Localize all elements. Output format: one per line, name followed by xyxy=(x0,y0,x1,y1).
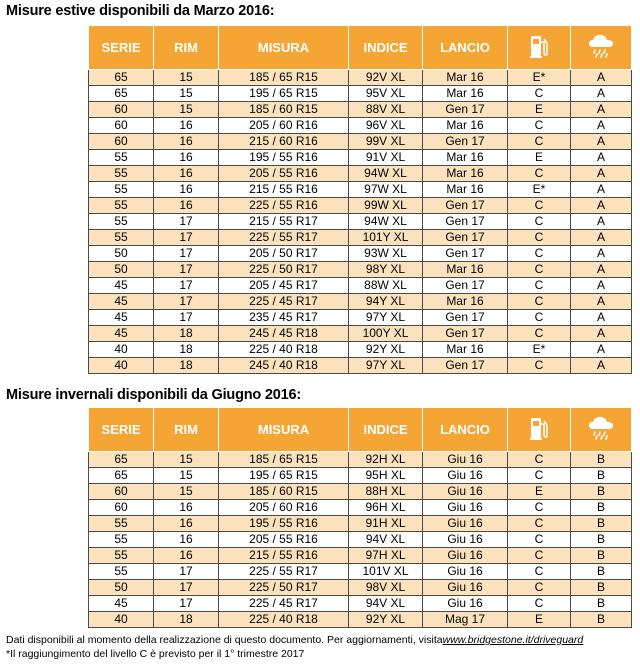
cell-serie: 45 xyxy=(89,326,154,342)
table-row xyxy=(89,342,632,358)
cell-indice: 92Y XL xyxy=(349,342,423,358)
cell-lancio: Gen 17 xyxy=(423,214,508,230)
cell-indice: 92V XL xyxy=(349,70,423,86)
table-row xyxy=(89,86,632,102)
table-row xyxy=(89,326,632,342)
cell-wet-grip: A xyxy=(571,342,632,358)
cell-fuel-label: C xyxy=(508,294,571,310)
cell-wet-grip: B xyxy=(571,532,632,548)
winter-table-body xyxy=(89,452,632,628)
cell-serie: 65 xyxy=(89,70,154,86)
cell-serie: 50 xyxy=(89,246,154,262)
cell-rim: 17 xyxy=(154,564,219,580)
cell-misura: 185 / 65 R15 xyxy=(219,452,349,468)
cell-lancio: Gen 17 xyxy=(423,102,508,118)
table-row xyxy=(89,102,632,118)
cell-rim: 16 xyxy=(154,516,219,532)
cell-lancio: Giu 16 xyxy=(423,468,508,484)
summer-section-title: Misure estive disponibili da Marzo 2016: xyxy=(6,3,275,19)
table-row xyxy=(89,278,632,294)
cell-wet-grip: A xyxy=(571,182,632,198)
table-row xyxy=(89,70,632,86)
cell-indice: 99W XL xyxy=(349,198,423,214)
cell-indice: 97Y XL xyxy=(349,358,423,374)
header-wet xyxy=(571,408,632,452)
cell-rim: 17 xyxy=(154,262,219,278)
cell-rim: 16 xyxy=(154,548,219,564)
winter-tyre-table xyxy=(88,407,632,628)
cell-indice: 97W XL xyxy=(349,182,423,198)
cell-serie: 55 xyxy=(89,230,154,246)
cell-rim: 18 xyxy=(154,342,219,358)
table-row xyxy=(89,246,632,262)
footnote-availability xyxy=(6,634,583,646)
cell-wet-grip: B xyxy=(571,564,632,580)
cell-misura: 245 / 40 R18 xyxy=(219,358,349,374)
cell-serie: 65 xyxy=(89,452,154,468)
table-row xyxy=(89,484,632,500)
cell-wet-grip: A xyxy=(571,358,632,374)
cell-misura: 225 / 55 R17 xyxy=(219,230,349,246)
cell-indice: 96H XL xyxy=(349,500,423,516)
cell-fuel-label: C xyxy=(508,468,571,484)
cell-lancio: Gen 17 xyxy=(423,358,508,374)
cell-indice: 95H XL xyxy=(349,468,423,484)
cell-wet-grip: A xyxy=(571,102,632,118)
table-row xyxy=(89,468,632,484)
header-rim: RIM xyxy=(154,408,219,452)
cell-misura: 235 / 45 R17 xyxy=(219,310,349,326)
table-row xyxy=(89,134,632,150)
cell-serie: 55 xyxy=(89,150,154,166)
cell-fuel-label: E* xyxy=(508,182,571,198)
cell-wet-grip: A xyxy=(571,150,632,166)
cell-fuel-label: C xyxy=(508,246,571,262)
cell-wet-grip: B xyxy=(571,500,632,516)
cell-misura: 225 / 50 R17 xyxy=(219,580,349,596)
table-row xyxy=(89,596,632,612)
cell-serie: 60 xyxy=(89,134,154,150)
header-misura: MISURA xyxy=(219,26,349,70)
cell-fuel-label: C xyxy=(508,134,571,150)
cell-lancio: Gen 17 xyxy=(423,198,508,214)
cell-misura: 205 / 55 R16 xyxy=(219,532,349,548)
cell-lancio: Gen 17 xyxy=(423,246,508,262)
cell-wet-grip: A xyxy=(571,214,632,230)
cell-lancio: Giu 16 xyxy=(423,452,508,468)
header-lancio: LANCIO xyxy=(423,26,508,70)
rain-cloud-icon xyxy=(586,415,616,444)
summer-tyre-table xyxy=(88,25,632,374)
cell-indice: 88V XL xyxy=(349,102,423,118)
cell-serie: 55 xyxy=(89,532,154,548)
header-lancio: LANCIO xyxy=(423,408,508,452)
cell-fuel-label: E* xyxy=(508,342,571,358)
cell-indice: 97H XL xyxy=(349,548,423,564)
cell-indice: 93W XL xyxy=(349,246,423,262)
cell-wet-grip: A xyxy=(571,278,632,294)
cell-wet-grip: A xyxy=(571,166,632,182)
cell-lancio: Gen 17 xyxy=(423,230,508,246)
cell-lancio: Gen 17 xyxy=(423,326,508,342)
cell-serie: 60 xyxy=(89,118,154,134)
cell-fuel-label: C xyxy=(508,262,571,278)
cell-rim: 18 xyxy=(154,612,219,628)
cell-rim: 15 xyxy=(154,484,219,500)
cell-indice: 97Y XL xyxy=(349,310,423,326)
cell-fuel-label: C xyxy=(508,278,571,294)
table-row xyxy=(89,310,632,326)
cell-rim: 16 xyxy=(154,500,219,516)
cell-rim: 17 xyxy=(154,246,219,262)
cell-misura: 195 / 65 R15 xyxy=(219,86,349,102)
cell-lancio: Mar 16 xyxy=(423,262,508,278)
cell-wet-grip: A xyxy=(571,198,632,214)
cell-rim: 18 xyxy=(154,358,219,374)
header-serie: SERIE xyxy=(89,26,154,70)
cell-wet-grip: A xyxy=(571,70,632,86)
cell-rim: 15 xyxy=(154,70,219,86)
cell-misura: 205 / 60 R16 xyxy=(219,118,349,134)
cell-fuel-label: C xyxy=(508,516,571,532)
cell-wet-grip: A xyxy=(571,310,632,326)
cell-serie: 45 xyxy=(89,294,154,310)
cell-misura: 205 / 55 R16 xyxy=(219,166,349,182)
cell-lancio: Gen 17 xyxy=(423,134,508,150)
table-row xyxy=(89,230,632,246)
cell-rim: 15 xyxy=(154,86,219,102)
cell-lancio: Giu 16 xyxy=(423,580,508,596)
cell-indice: 92Y XL xyxy=(349,612,423,628)
cell-indice: 88H XL xyxy=(349,484,423,500)
cell-indice: 94Y XL xyxy=(349,294,423,310)
table-row xyxy=(89,452,632,468)
table-row xyxy=(89,580,632,596)
cell-rim: 17 xyxy=(154,310,219,326)
cell-indice: 95V XL xyxy=(349,86,423,102)
table-row xyxy=(89,150,632,166)
cell-fuel-label: C xyxy=(508,452,571,468)
cell-wet-grip: B xyxy=(571,468,632,484)
cell-rim: 17 xyxy=(154,278,219,294)
cell-misura: 205 / 50 R17 xyxy=(219,246,349,262)
cell-indice: 91V XL xyxy=(349,150,423,166)
cell-lancio: Mar 16 xyxy=(423,150,508,166)
cell-misura: 215 / 55 R17 xyxy=(219,214,349,230)
cell-misura: 245 / 45 R18 xyxy=(219,326,349,342)
cell-fuel-label: C xyxy=(508,564,571,580)
winter-section-title: Misure invernali disponibili da Giugno 2016: xyxy=(6,387,301,403)
cell-fuel-label: C xyxy=(508,500,571,516)
cell-serie: 55 xyxy=(89,198,154,214)
cell-rim: 16 xyxy=(154,182,219,198)
cell-indice: 100Y XL xyxy=(349,326,423,342)
cell-serie: 45 xyxy=(89,596,154,612)
cell-wet-grip: B xyxy=(571,580,632,596)
cell-lancio: Giu 16 xyxy=(423,532,508,548)
table-row xyxy=(89,262,632,278)
cell-fuel-label: C xyxy=(508,214,571,230)
cell-misura: 215 / 55 R16 xyxy=(219,182,349,198)
cell-serie: 60 xyxy=(89,500,154,516)
cell-lancio: Giu 16 xyxy=(423,484,508,500)
fuel-pump-icon xyxy=(529,415,549,444)
cell-lancio: Mar 16 xyxy=(423,294,508,310)
cell-wet-grip: B xyxy=(571,452,632,468)
cell-rim: 16 xyxy=(154,118,219,134)
cell-fuel-label: C xyxy=(508,596,571,612)
cell-serie: 60 xyxy=(89,102,154,118)
cell-serie: 55 xyxy=(89,548,154,564)
cell-misura: 225 / 40 R18 xyxy=(219,342,349,358)
cell-wet-grip: A xyxy=(571,134,632,150)
footnote-level-c: *Il raggiungimento del livello C è previsto per il 1° trimestre 2017 xyxy=(6,648,305,660)
cell-indice: 88W XL xyxy=(349,278,423,294)
cell-misura: 225 / 55 R16 xyxy=(219,198,349,214)
cell-fuel-label: C xyxy=(508,548,571,564)
cell-serie: 55 xyxy=(89,564,154,580)
cell-lancio: Giu 16 xyxy=(423,548,508,564)
cell-misura: 225 / 50 R17 xyxy=(219,262,349,278)
cell-serie: 40 xyxy=(89,358,154,374)
cell-wet-grip: B xyxy=(571,484,632,500)
cell-indice: 91H XL xyxy=(349,516,423,532)
cell-serie: 50 xyxy=(89,580,154,596)
cell-rim: 17 xyxy=(154,230,219,246)
cell-wet-grip: B xyxy=(571,612,632,628)
header-rim: RIM xyxy=(154,26,219,70)
cell-rim: 17 xyxy=(154,596,219,612)
cell-indice: 101V XL xyxy=(349,564,423,580)
cell-fuel-label: E xyxy=(508,612,571,628)
cell-serie: 55 xyxy=(89,516,154,532)
cell-lancio: Mar 16 xyxy=(423,86,508,102)
table-row xyxy=(89,358,632,374)
cell-misura: 205 / 45 R17 xyxy=(219,278,349,294)
table-row xyxy=(89,198,632,214)
cell-serie: 50 xyxy=(89,262,154,278)
table-row xyxy=(89,532,632,548)
cell-fuel-label: E xyxy=(508,150,571,166)
table-row xyxy=(89,612,632,628)
cell-misura: 185 / 60 R15 xyxy=(219,102,349,118)
cell-misura: 195 / 55 R16 xyxy=(219,516,349,532)
cell-indice: 99V XL xyxy=(349,134,423,150)
cell-fuel-label: C xyxy=(508,86,571,102)
cell-serie: 45 xyxy=(89,278,154,294)
fuel-pump-icon xyxy=(529,33,549,62)
cell-misura: 225 / 45 R17 xyxy=(219,596,349,612)
cell-rim: 16 xyxy=(154,134,219,150)
cell-rim: 17 xyxy=(154,214,219,230)
cell-misura: 205 / 60 R16 xyxy=(219,500,349,516)
table-row xyxy=(89,166,632,182)
cell-rim: 18 xyxy=(154,326,219,342)
cell-rim: 17 xyxy=(154,294,219,310)
cell-lancio: Gen 17 xyxy=(423,310,508,326)
cell-fuel-label: E* xyxy=(508,70,571,86)
cell-wet-grip: B xyxy=(571,596,632,612)
cell-lancio: Mar 16 xyxy=(423,70,508,86)
cell-serie: 55 xyxy=(89,214,154,230)
cell-wet-grip: B xyxy=(571,516,632,532)
cell-misura: 215 / 55 R16 xyxy=(219,548,349,564)
cell-rim: 16 xyxy=(154,150,219,166)
cell-rim: 15 xyxy=(154,452,219,468)
cell-rim: 16 xyxy=(154,198,219,214)
cell-wet-grip: A xyxy=(571,246,632,262)
cell-wet-grip: A xyxy=(571,118,632,134)
cell-serie: 40 xyxy=(89,612,154,628)
table-row xyxy=(89,214,632,230)
cell-fuel-label: C xyxy=(508,358,571,374)
cell-fuel-label: C xyxy=(508,326,571,342)
cell-misura: 225 / 55 R17 xyxy=(219,564,349,580)
header-serie: SERIE xyxy=(89,408,154,452)
cell-rim: 16 xyxy=(154,166,219,182)
cell-serie: 55 xyxy=(89,166,154,182)
cell-indice: 98Y XL xyxy=(349,262,423,278)
cell-fuel-label: E xyxy=(508,102,571,118)
cell-indice: 96V XL xyxy=(349,118,423,134)
cell-fuel-label: E xyxy=(508,484,571,500)
cell-fuel-label: C xyxy=(508,532,571,548)
cell-indice: 98V XL xyxy=(349,580,423,596)
cell-wet-grip: A xyxy=(571,262,632,278)
cell-lancio: Giu 16 xyxy=(423,516,508,532)
cell-misura: 225 / 40 R18 xyxy=(219,612,349,628)
cell-lancio: Mar 16 xyxy=(423,342,508,358)
cell-rim: 17 xyxy=(154,580,219,596)
cell-lancio: Mag 17 xyxy=(423,612,508,628)
footnote-text: Dati disponibili al momento della realizzazione di questo documento. Per aggiornamenti, visita xyxy=(6,634,443,646)
cell-wet-grip: A xyxy=(571,230,632,246)
cell-misura: 185 / 65 R15 xyxy=(219,70,349,86)
cell-indice: 94V XL xyxy=(349,532,423,548)
table-row xyxy=(89,182,632,198)
cell-serie: 45 xyxy=(89,310,154,326)
cell-fuel-label: C xyxy=(508,230,571,246)
cell-wet-grip: B xyxy=(571,548,632,564)
cell-indice: 94V XL xyxy=(349,596,423,612)
table-row xyxy=(89,548,632,564)
cell-misura: 195 / 55 R16 xyxy=(219,150,349,166)
table-row xyxy=(89,500,632,516)
cell-lancio: Mar 16 xyxy=(423,166,508,182)
cell-wet-grip: A xyxy=(571,86,632,102)
cell-lancio: Giu 16 xyxy=(423,596,508,612)
cell-indice: 101Y XL xyxy=(349,230,423,246)
header-indice: INDICE xyxy=(349,26,423,70)
summer-table-body xyxy=(89,70,632,374)
cell-rim: 15 xyxy=(154,102,219,118)
cell-lancio: Giu 16 xyxy=(423,564,508,580)
header-fuel xyxy=(508,408,571,452)
cell-indice: 94W XL xyxy=(349,214,423,230)
header-indice: INDICE xyxy=(349,408,423,452)
cell-fuel-label: C xyxy=(508,198,571,214)
cell-serie: 60 xyxy=(89,484,154,500)
cell-lancio: Gen 17 xyxy=(423,278,508,294)
cell-rim: 15 xyxy=(154,468,219,484)
header-fuel xyxy=(508,26,571,70)
cell-lancio: Mar 16 xyxy=(423,118,508,134)
cell-fuel-label: C xyxy=(508,118,571,134)
cell-misura: 215 / 60 R16 xyxy=(219,134,349,150)
cell-rim: 16 xyxy=(154,532,219,548)
cell-fuel-label: C xyxy=(508,310,571,326)
cell-serie: 65 xyxy=(89,468,154,484)
cell-indice: 92H XL xyxy=(349,452,423,468)
table-row xyxy=(89,564,632,580)
cell-misura: 195 / 65 R15 xyxy=(219,468,349,484)
cell-misura: 225 / 45 R17 xyxy=(219,294,349,310)
cell-fuel-label: C xyxy=(508,166,571,182)
rain-cloud-icon xyxy=(586,33,616,62)
table-row xyxy=(89,516,632,532)
cell-serie: 55 xyxy=(89,182,154,198)
cell-wet-grip: A xyxy=(571,294,632,310)
header-misura: MISURA xyxy=(219,408,349,452)
cell-wet-grip: A xyxy=(571,326,632,342)
cell-indice: 94W XL xyxy=(349,166,423,182)
cell-misura: 185 / 60 R15 xyxy=(219,484,349,500)
table-row xyxy=(89,294,632,310)
cell-lancio: Mar 16 xyxy=(423,182,508,198)
cell-lancio: Giu 16 xyxy=(423,500,508,516)
cell-fuel-label: C xyxy=(508,580,571,596)
cell-serie: 40 xyxy=(89,342,154,358)
header-wet xyxy=(571,26,632,70)
driveguard-link[interactable]: www.bridgestone.it/driveguard xyxy=(442,634,584,646)
table-row xyxy=(89,118,632,134)
cell-serie: 65 xyxy=(89,86,154,102)
